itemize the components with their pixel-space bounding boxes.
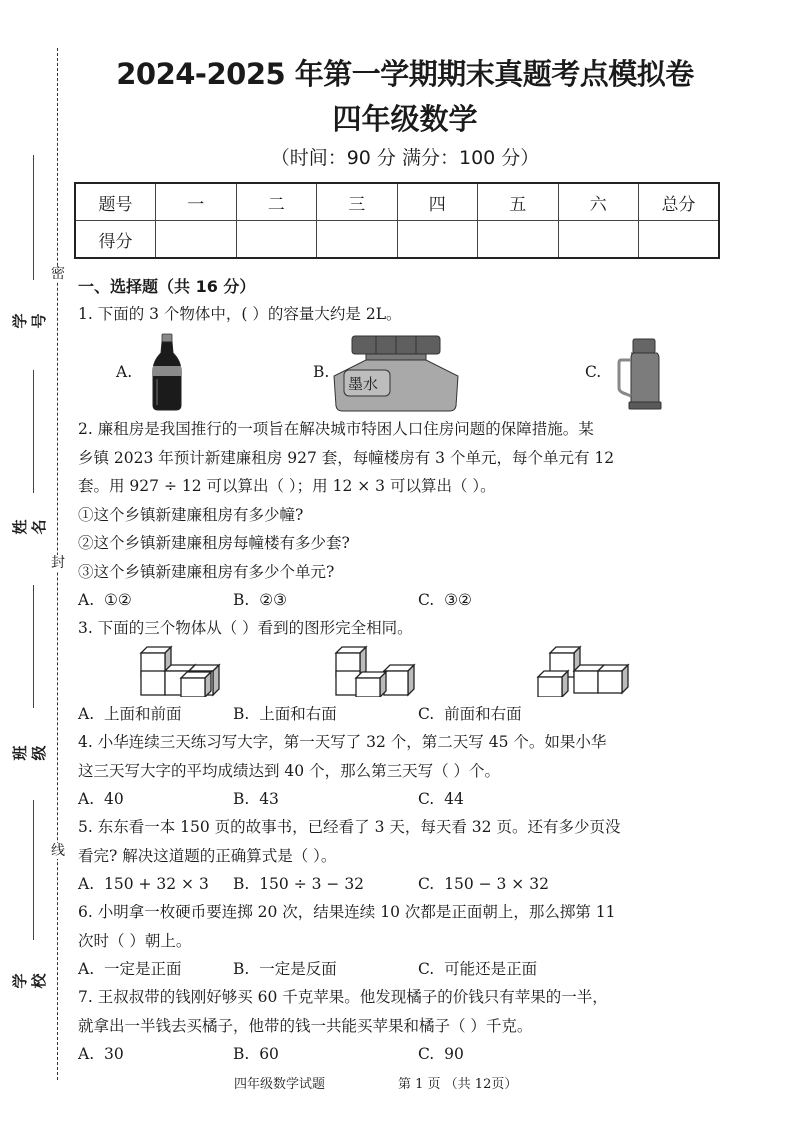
q2-option-a[interactable]: [78, 590, 132, 610]
question-4-line-1: 4. 小华连续三天练习写大字，第一天写了 32 个，第二天写 45 个。如果小华: [78, 733, 607, 751]
student-id-fill-line[interactable]: [33, 155, 34, 280]
option-label: B.: [233, 875, 250, 893]
question-2-line-1: 2. 廉租房是我国推行的一项旨在解决城市特困人口住房问题的保障措施。某: [78, 420, 594, 438]
thermos-icon: [617, 338, 663, 410]
q5-option-c[interactable]: [418, 874, 549, 894]
student-id-label: 学号: [11, 309, 48, 329]
class-fill-line[interactable]: [33, 585, 34, 708]
section-title: 一、选择题（共 16 分）: [78, 277, 256, 296]
column-header: 一: [156, 183, 237, 221]
option-label: A.: [78, 705, 95, 723]
soda-bottle-icon: [150, 333, 184, 411]
q3-option-b[interactable]: [233, 704, 337, 724]
school-label: 学校: [11, 969, 48, 989]
option-label: B.: [233, 960, 250, 978]
seal-char-mi: 密: [51, 266, 65, 282]
option-label: C.: [418, 960, 435, 978]
column-header: 五: [478, 183, 559, 221]
question-2-line-2: 乡镇 2023 年预计新建廉租房 927 套，每幢楼房有 3 个单元，每个单元有 12: [78, 449, 615, 467]
score-table-header-row: [75, 183, 719, 221]
column-header: 三: [317, 183, 398, 221]
option-label: C.: [418, 705, 435, 723]
question-3-text: 3. 下面的三个物体从（ ）看到的图形完全相同。: [78, 619, 413, 637]
question-2-sub-2: ②这个乡镇新建廉租房每幢楼有多少套?: [78, 534, 350, 552]
row-header-score: 得分: [75, 221, 156, 259]
option-text: 90: [444, 1045, 464, 1063]
q7-option-b[interactable]: [233, 1044, 279, 1064]
score-table: [74, 182, 720, 259]
option-text: 150 ÷ 3 − 32: [259, 875, 365, 893]
option-label: A.: [78, 1045, 95, 1063]
score-cell[interactable]: [156, 221, 237, 259]
option-label: B.: [233, 1045, 250, 1063]
option-text: 上面和右面: [259, 705, 337, 723]
question-4-line-2: 这三天写大字的平均成绩达到 40 个，那么第三天写（ ）个。: [78, 762, 501, 780]
seal-char-feng: 封: [51, 555, 65, 571]
option-text: 一定是正面: [103, 960, 182, 978]
cube-stack-1-figure: [138, 645, 248, 697]
score-cell[interactable]: [478, 221, 559, 259]
option-text: 上面和前面: [103, 705, 182, 723]
cube-stack-2-figure: [333, 645, 443, 697]
question-5-line-1: 5. 东东看一本 150 页的故事书，已经看了 3 天，每天看 32 页。还有多少页没: [78, 818, 621, 836]
score-table-score-row: [75, 221, 719, 259]
q3-option-c[interactable]: [418, 704, 522, 724]
column-header: 二: [236, 183, 317, 221]
option-text: ①②: [103, 591, 132, 609]
option-label: A.: [78, 790, 95, 808]
footer-subject: 四年级数学试题: [234, 1077, 326, 1092]
q2-option-b[interactable]: [233, 590, 287, 610]
score-cell[interactable]: [639, 221, 720, 259]
column-header: 四: [397, 183, 478, 221]
exam-subtitle: 四年级数学: [332, 102, 478, 136]
question-2-sub-3: ③这个乡镇新建廉租房有多少个单元?: [78, 563, 335, 581]
q6-option-b[interactable]: [233, 959, 337, 979]
cube-stack-3-figure: [534, 645, 654, 697]
question-7-line-2: 就拿出一半钱去买橘子，他带的钱一共能买苹果和橘子（ ）千克。: [78, 1017, 533, 1035]
question-2-sub-1: ①这个乡镇新建廉租房有多少幢?: [78, 506, 304, 524]
option-text: 可能还是正面: [444, 960, 538, 978]
ink-label-text: 墨水: [348, 375, 379, 393]
column-header: 六: [558, 183, 639, 221]
score-cell[interactable]: [558, 221, 639, 259]
exam-time-info: （时间：90 分 满分：100 分）: [270, 147, 540, 169]
seal-char-xian: 线: [51, 843, 65, 859]
option-label: C.: [418, 591, 435, 609]
school-fill-line[interactable]: [33, 800, 34, 940]
option-label: B.: [233, 705, 250, 723]
option-text: ③②: [444, 591, 472, 609]
score-cell[interactable]: [317, 221, 398, 259]
option-text: 150 − 3 × 32: [444, 875, 549, 893]
option-text: 前面和右面: [444, 705, 522, 723]
option-text: 30: [103, 1045, 124, 1063]
option-text: 60: [259, 1045, 279, 1063]
q6-option-c[interactable]: [418, 959, 537, 979]
option-label: A.: [78, 960, 95, 978]
q1-option-b-label: B.: [313, 363, 330, 381]
q4-option-b[interactable]: [233, 789, 279, 809]
ink-bottle-icon: [326, 334, 466, 412]
question-2-line-3: 套。用 927 ÷ 12 可以算出（ ）；用 12 × 3 可以算出（ ）。: [78, 477, 496, 495]
q7-option-c[interactable]: [418, 1044, 464, 1064]
option-text: 一定是反面: [259, 960, 337, 978]
option-text: 150 + 32 × 3: [103, 875, 209, 893]
exam-title: 2024-2025 年第一学期期末真题考点模拟卷: [116, 57, 694, 91]
column-header: 总分: [639, 183, 720, 221]
question-6-line-2: 次时（ ）朝上。: [78, 932, 192, 950]
option-text: 40: [103, 790, 124, 808]
q2-option-c[interactable]: [418, 590, 472, 610]
option-label: B.: [233, 591, 250, 609]
option-label: C.: [418, 790, 435, 808]
score-cell[interactable]: [397, 221, 478, 259]
q7-option-a[interactable]: [78, 1044, 124, 1064]
option-label: A.: [78, 875, 95, 893]
q1-option-a-label: A.: [116, 363, 133, 381]
name-label: 姓名: [11, 515, 48, 535]
score-cell[interactable]: [236, 221, 317, 259]
q4-option-c[interactable]: [418, 789, 464, 809]
option-text: ②③: [259, 591, 287, 609]
q5-option-a[interactable]: [78, 874, 209, 894]
footer-page-info: 第 1 页 （共 12页）: [398, 1077, 518, 1092]
q4-option-a[interactable]: [78, 789, 124, 809]
option-label: C.: [418, 1045, 435, 1063]
option-text: 44: [444, 790, 464, 808]
q5-option-b[interactable]: [233, 874, 364, 894]
question-1-text: 1. 下面的 3 个物体中，( ）的容量大约是 2L。: [78, 305, 402, 323]
question-5-line-2: 看完? 解决这道题的正确算式是（ ）。: [78, 847, 337, 865]
q3-option-a[interactable]: [78, 704, 182, 724]
class-label: 班级: [11, 741, 48, 761]
option-text: 43: [259, 790, 279, 808]
question-7-line-1: 7. 王叔叔带的钱刚好够买 60 千克苹果。他发现橘子的价钱只有苹果的一半，: [78, 988, 608, 1006]
option-label: A.: [78, 591, 95, 609]
option-label: C.: [418, 875, 435, 893]
q1-option-c-label: C.: [585, 363, 602, 381]
row-header-question-no: 题号: [75, 183, 156, 221]
q6-option-a[interactable]: [78, 959, 182, 979]
option-label: B.: [233, 790, 250, 808]
question-6-line-1: 6. 小明拿一枚硬币要连掷 20 次，结果连续 10 次都是正面朝上，那么掷第 11: [78, 903, 616, 921]
name-fill-line[interactable]: [33, 370, 34, 493]
